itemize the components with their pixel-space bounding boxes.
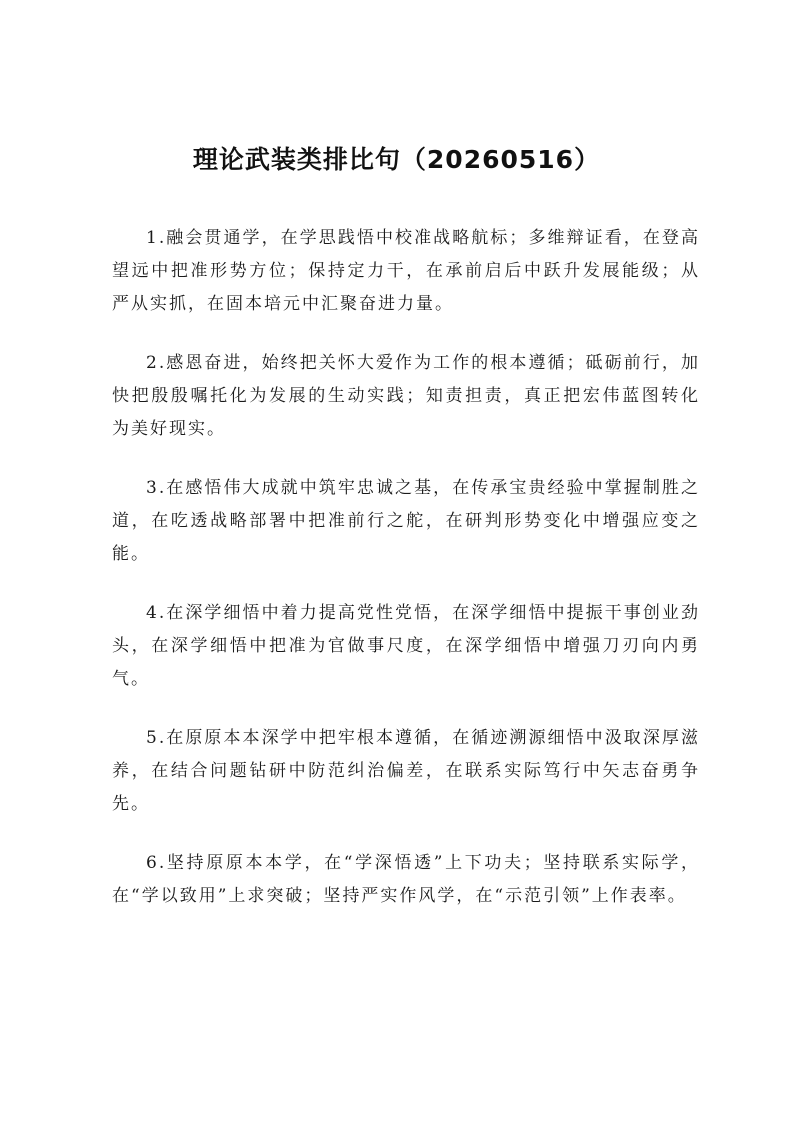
document-body — [112, 222, 700, 939]
paragraph-1: 1.融会贯通学，在学思践悟中校准战略航标；多维辩证看，在登高望远中把准形势方位；保持定力干，在承前启后中跃升发展能级；从严从实抓，在固本培元中汇聚奋进力量。 — [112, 228, 700, 314]
paragraph-3: 3.在感悟伟大成就中筑牢忠诚之基，在传承宝贵经验中掌握制胜之道，在吃透战略部署中把准前行之舵，在研判形势变化中增强应变之能。 — [112, 478, 700, 564]
paragraph-5: 5.在原原本本深学中把牢根本遵循，在循迹溯源细悟中汲取深厚滋养，在结合问题钻研中防范纠治偏差，在联系实际笃行中矢志奋勇争先。 — [112, 728, 700, 814]
document-title: 理论武装类排比句（20260516） — [192, 145, 601, 174]
paragraph-6: 6.坚持原原本本学，在“学深悟透”上下功夫；坚持联系实际学，在“学以致用”上求突破；坚持严实作风学，在“示范引领”上作表率。 — [112, 853, 700, 906]
paragraph-4: 4.在深学细悟中着力提高党性党悟，在深学细悟中提振干事创业劲头，在深学细悟中把准为官做事尺度，在深学细悟中增强刀刃向内勇气。 — [112, 603, 700, 689]
paragraph-2: 2.感恩奋进，始终把关怀大爱作为工作的根本遵循；砥砺前行，加快把殷殷嘱托化为发展的生动实践；知责担责，真正把宏伟蓝图转化为美好现实。 — [112, 353, 700, 439]
